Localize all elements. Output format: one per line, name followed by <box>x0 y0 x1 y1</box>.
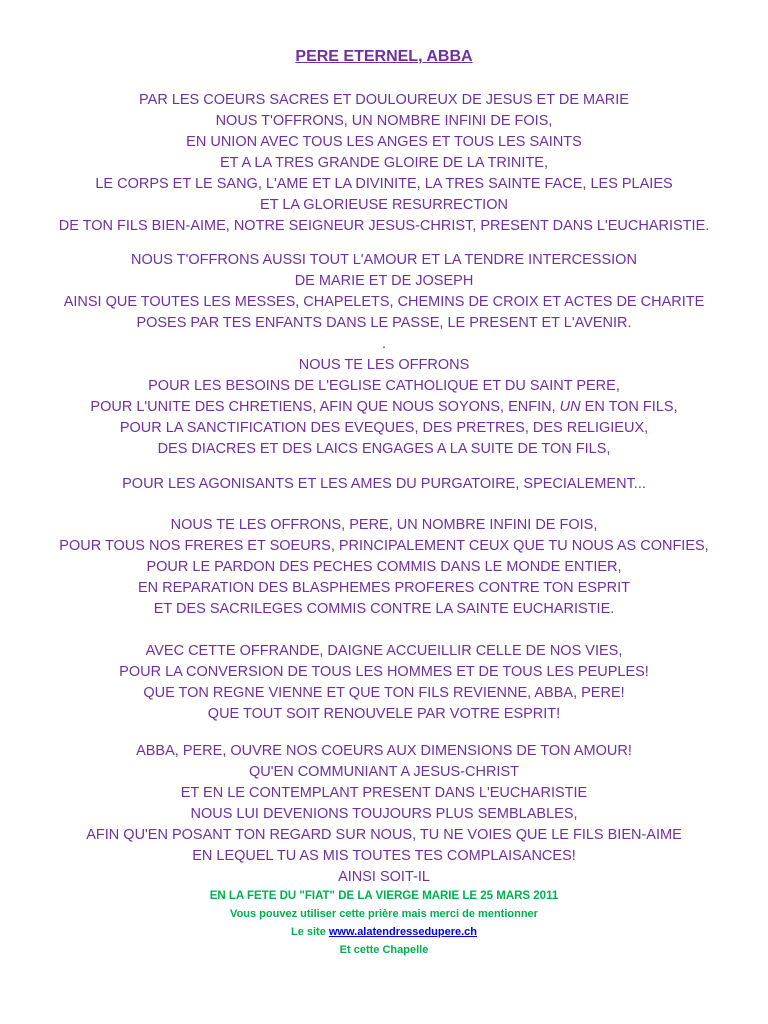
verse-line: QU'EN COMMUNIANT A JESUS-CHRIST <box>249 764 519 780</box>
verse-line: AINSI QUE TOUTES LES MESSES, CHAPELETS, CHEMINS DE CROIX ET ACTES DE CHARITE <box>63 294 705 310</box>
verse-line: NOUS TE LES OFFRONS <box>298 357 470 373</box>
footer-chapel-line: Et cette Chapelle <box>339 944 429 956</box>
verse-line: AFIN QU'EN POSANT TON REGARD SUR NOUS, TU NE VOIES QUE LE FILS BIEN-AIME <box>86 827 682 843</box>
verse-line: ET LA GLORIEUSE RESURRECTION <box>260 197 508 213</box>
verse-line: POUR LES AGONISANTS ET LES AMES DU PURGATOIRE, SPECIALEMENT... <box>122 476 646 492</box>
verse-line: NOUS T'OFFRONS AUSSI TOUT L'AMOUR ET LA TENDRE INTERCESSION <box>131 252 637 268</box>
stanza-closing <box>0 741 768 888</box>
footer-date-line: EN LA FETE DU "FIAT" DE LA VIERGE MARIE LE 25 MARS 2011 <box>209 890 559 902</box>
verse-line: POUR LE PARDON DES PECHES COMMIS DANS LE MONDE ENTIER, <box>146 559 622 575</box>
stanza-forgiveness <box>0 515 768 620</box>
verse-line: ET EN LE CONTEMPLANT PRESENT DANS L'EUCHARISTIE <box>180 785 588 801</box>
footer-site-prefix: Le site <box>290 926 329 938</box>
prayer-title: PERE ETERNEL, ABBA <box>295 48 473 65</box>
verse-line-amen: AINSI SOIT-IL <box>338 869 430 885</box>
verse-line: DE MARIE ET DE JOSEPH <box>294 273 474 289</box>
verse-line: QUE TOUT SOIT RENOUVELE PAR VOTRE ESPRIT! <box>207 706 561 722</box>
verse-line: NOUS TE LES OFFRONS, PERE, UN NOMBRE INFINI DE FOIS, <box>170 517 598 533</box>
verse-separator-dot: . <box>381 336 387 352</box>
stanza-intercession <box>0 250 768 460</box>
unity-text-before: POUR L'UNITE DES CHRETIENS, AFIN QUE NOUS SOYONS, ENFIN, <box>90 399 560 415</box>
site-link[interactable]: www.alatendressedupere.ch <box>328 926 478 938</box>
stanza-agonizing <box>0 474 768 495</box>
footer-site-line <box>0 923 768 941</box>
verse-line: NOUS T'OFFRONS, UN NOMBRE INFINI DE FOIS, <box>215 113 553 129</box>
verse-line: ET DES SACRILEGES COMMIS CONTRE LA SAINTE EUCHARISTIE. <box>153 601 615 617</box>
verse-line: POSES PAR TES ENFANTS DANS LE PASSE, LE PRESENT ET L'AVENIR. <box>136 315 632 331</box>
verse-line: EN REPARATION DES BLASPHEMES PROFERES CONTRE TON ESPRIT <box>137 580 631 596</box>
unity-emphasis: UN <box>559 399 581 415</box>
verse-line: DE TON FILS BIEN-AIME, NOTRE SEIGNEUR JESUS-CHRIST, PRESENT DANS L'EUCHARISTIE. <box>58 218 710 234</box>
verse-line: LE CORPS ET LE SANG, L'AME ET LA DIVINITE, LA TRES SAINTE FACE, LES PLAIES <box>95 176 673 192</box>
stanza-conversion <box>0 641 768 725</box>
unity-text-after: EN TON FILS, <box>580 399 678 415</box>
verse-line: ET A LA TRES GRANDE GLOIRE DE LA TRINITE, <box>220 155 548 171</box>
verse-line: NOUS LUI DEVENIONS TOUJOURS PLUS SEMBLABLES, <box>190 806 578 822</box>
footer-notes <box>0 887 768 959</box>
stanza-offering <box>0 90 768 237</box>
verse-line: EN LEQUEL TU AS MIS TOUTES TES COMPLAISANCES! <box>192 848 576 864</box>
verse-line: ABBA, PERE, OUVRE NOS COEURS AUX DIMENSIONS DE TON AMOUR! <box>136 743 632 759</box>
verse-line-unity <box>0 397 768 418</box>
verse-line: DES DIACRES ET DES LAICS ENGAGES A LA SUITE DE TON FILS, <box>157 441 611 457</box>
footer-usage-line: Vous pouvez utiliser cette prière mais merci de mentionner <box>230 908 538 920</box>
verse-line: POUR LES BESOINS DE L'EGLISE CATHOLIQUE ET DU SAINT PERE, <box>148 378 620 394</box>
verse-line: POUR TOUS NOS FRERES ET SOEURS, PRINCIPALEMENT CEUX QUE TU NOUS AS CONFIES, <box>59 538 709 554</box>
verse-line: QUE TON REGNE VIENNE ET QUE TON FILS REVIENNE, ABBA, PERE! <box>143 685 625 701</box>
verse-line: POUR LA CONVERSION DE TOUS LES HOMMES ET DE TOUS LES PEUPLES! <box>119 664 649 680</box>
verse-line: PAR LES COEURS SACRES ET DOULOUREUX DE JESUS ET DE MARIE <box>139 92 629 108</box>
verse-line: AVEC CETTE OFFRANDE, DAIGNE ACCUEILLIR CELLE DE NOS VIES, <box>145 643 623 659</box>
verse-line: EN UNION AVEC TOUS LES ANGES ET TOUS LES SAINTS <box>186 134 582 150</box>
verse-line: POUR LA SANCTIFICATION DES EVEQUES, DES PRETRES, DES RELIGIEUX, <box>119 420 649 436</box>
